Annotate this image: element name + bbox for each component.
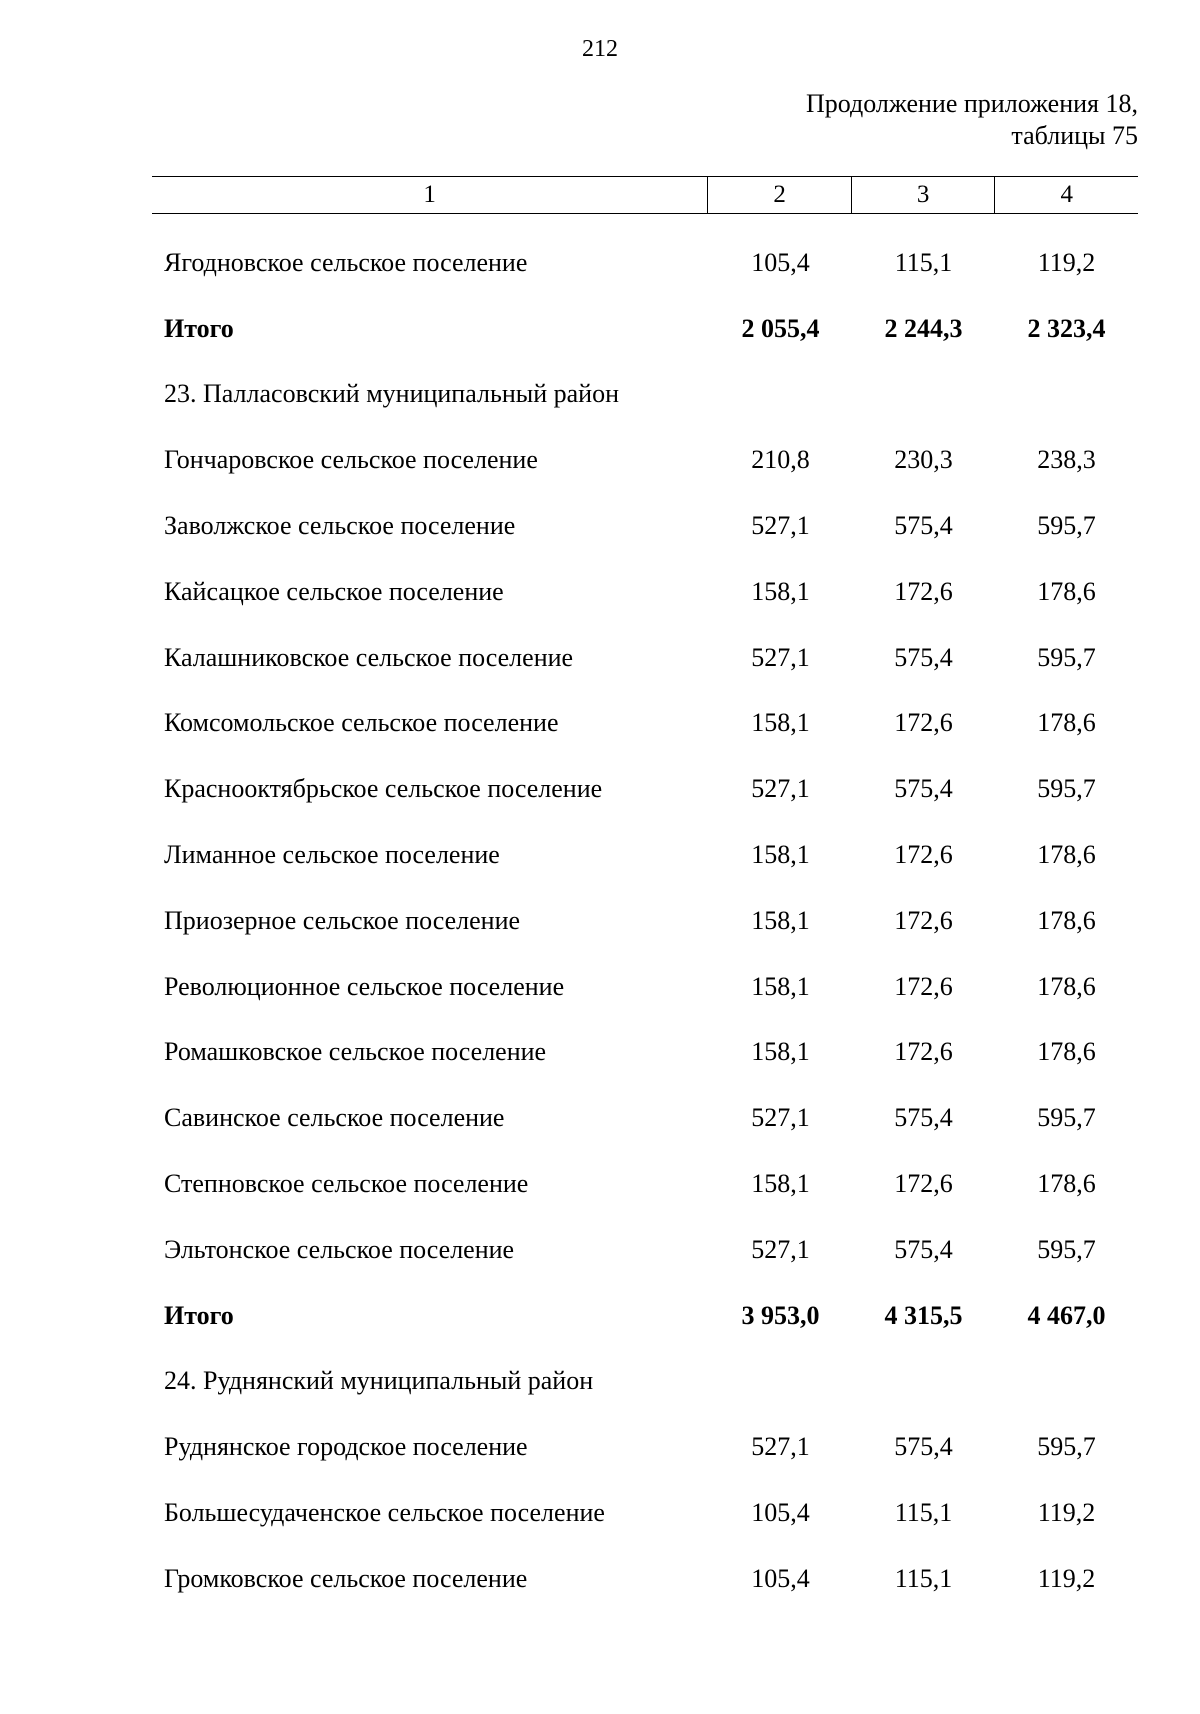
page-number: 212: [582, 36, 618, 62]
row-value-col-3: 172,6: [894, 1169, 953, 1199]
table-row: [152, 493, 1138, 559]
row-name: Итого: [164, 1300, 234, 1330]
row-value-col-2: 158,1: [751, 1037, 810, 1067]
total-row: [152, 1283, 1138, 1349]
row-value-col-3: 172,6: [894, 708, 953, 738]
row-value-col-4: 178,6: [1037, 708, 1096, 738]
header-col-4: 4: [994, 177, 1138, 213]
row-name: Большесудаченское сельское поселение: [164, 1498, 605, 1528]
table-row: [152, 559, 1138, 625]
table-row: [152, 954, 1138, 1020]
row-value-col-2: 2 055,4: [741, 313, 820, 343]
table-row: [152, 1217, 1138, 1283]
row-value-col-3: 115,1: [894, 247, 953, 277]
table-row: [152, 1414, 1138, 1480]
row-value-col-4: 178,6: [1037, 840, 1096, 870]
header-col-2: 2: [707, 177, 851, 213]
row-value-col-4: 595,7: [1037, 511, 1096, 541]
row-name: Гончаровское сельское поселение: [164, 445, 538, 475]
row-value-col-2: 210,8: [751, 445, 810, 475]
table-row: [152, 888, 1138, 954]
table-body: [152, 230, 1138, 1612]
row-value-col-2: 105,4: [751, 1498, 810, 1528]
row-name: Руднянское городское поселение: [164, 1432, 528, 1462]
row-value-col-3: 575,4: [894, 511, 953, 541]
row-value-col-4: 178,6: [1037, 1037, 1096, 1067]
table-header: [152, 176, 1138, 214]
row-value-col-2: 527,1: [751, 1432, 810, 1462]
row-name: Степновское сельское поселение: [164, 1169, 529, 1199]
row-name: Савинское сельское поселение: [164, 1103, 505, 1133]
row-name: 23. Палласовский муниципальный район: [164, 379, 619, 409]
row-name: Кайсацкое сельское поселение: [164, 576, 504, 606]
row-name: Калашниковское сельское поселение: [164, 642, 574, 672]
row-value-col-4: 119,2: [1037, 1498, 1096, 1528]
row-name: Ромашковское сельское поселение: [164, 1037, 547, 1067]
row-value-col-4: 595,7: [1037, 774, 1096, 804]
table-row: [152, 1020, 1138, 1086]
row-value-col-3: 172,6: [894, 576, 953, 606]
row-value-col-4: 4 467,0: [1027, 1300, 1106, 1330]
row-value-col-4: 178,6: [1037, 971, 1096, 1001]
table-row: [152, 1151, 1138, 1217]
row-name: Приозерное сельское поселение: [164, 905, 521, 935]
row-value-col-2: 158,1: [751, 840, 810, 870]
row-value-col-4: 119,2: [1037, 247, 1096, 277]
row-value-col-2: 527,1: [751, 1103, 810, 1133]
row-value-col-2: 3 953,0: [741, 1300, 820, 1330]
row-value-col-3: 115,1: [894, 1563, 953, 1593]
row-name: Революционное сельское поселение: [164, 971, 565, 1001]
row-value-col-2: 158,1: [751, 576, 810, 606]
row-value-col-3: 575,4: [894, 1103, 953, 1133]
total-row: [152, 296, 1138, 362]
row-value-col-2: 527,1: [751, 774, 810, 804]
row-value-col-3: 575,4: [894, 1432, 953, 1462]
row-value-col-3: 172,6: [894, 905, 953, 935]
row-value-col-3: 230,3: [894, 445, 953, 475]
row-value-col-2: 158,1: [751, 708, 810, 738]
row-value-col-3: 172,6: [894, 1037, 953, 1067]
row-name: Громковское сельское поселение: [164, 1563, 528, 1593]
row-value-col-4: 178,6: [1037, 1169, 1096, 1199]
row-value-col-3: 172,6: [894, 971, 953, 1001]
row-value-col-4: 595,7: [1037, 1103, 1096, 1133]
row-value-col-3: 2 244,3: [884, 313, 963, 343]
continuation-note: [806, 88, 1138, 152]
row-name: Заволжское сельское поселение: [164, 511, 516, 541]
row-value-col-4: 595,7: [1037, 1432, 1096, 1462]
row-value-col-3: 115,1: [894, 1498, 953, 1528]
table-row: [152, 1546, 1138, 1612]
row-value-col-2: 158,1: [751, 905, 810, 935]
header-col-3: 3: [851, 177, 995, 213]
section-heading-row: [152, 1349, 1138, 1415]
continuation-line-1: Продолжение приложения 18,: [805, 89, 1138, 118]
row-value-col-2: 105,4: [751, 247, 810, 277]
table-row: [152, 625, 1138, 691]
row-name: Ягодновское сельское поселение: [164, 247, 528, 277]
row-value-col-2: 158,1: [751, 1169, 810, 1199]
row-name: Комсомольское сельское поселение: [164, 708, 559, 738]
table-row: [152, 822, 1138, 888]
row-value-col-3: 172,6: [894, 840, 953, 870]
row-value-col-4: 119,2: [1037, 1563, 1096, 1593]
row-value-col-2: 527,1: [751, 642, 810, 672]
table-row: [152, 230, 1138, 296]
row-name: Эльтонское сельское поселение: [164, 1234, 515, 1264]
row-value-col-4: 178,6: [1037, 905, 1096, 935]
section-heading-row: [152, 362, 1138, 428]
row-value-col-4: 178,6: [1037, 576, 1096, 606]
table-row: [152, 427, 1138, 493]
row-name: Лиманное сельское поселение: [164, 840, 500, 870]
row-value-col-4: 595,7: [1037, 1234, 1096, 1264]
row-value-col-2: 158,1: [751, 971, 810, 1001]
row-value-col-4: 595,7: [1037, 642, 1096, 672]
row-name: Итого: [164, 313, 234, 343]
row-value-col-3: 575,4: [894, 642, 953, 672]
row-value-col-2: 527,1: [751, 1234, 810, 1264]
row-value-col-3: 575,4: [894, 1234, 953, 1264]
table-row: [152, 1480, 1138, 1546]
header-col-1: 1: [423, 181, 436, 208]
table-row: [152, 756, 1138, 822]
row-name: Краснооктябрьское сельское поселение: [164, 774, 603, 804]
row-name: 24. Руднянский муниципальный район: [164, 1366, 594, 1396]
row-value-col-2: 527,1: [751, 511, 810, 541]
row-value-col-4: 2 323,4: [1027, 313, 1106, 343]
table-row: [152, 1085, 1138, 1151]
row-value-col-2: 105,4: [751, 1563, 810, 1593]
table-row: [152, 691, 1138, 757]
row-value-col-3: 4 315,5: [884, 1300, 963, 1330]
continuation-line-2: таблицы 75: [1011, 121, 1138, 150]
row-value-col-4: 238,3: [1037, 445, 1096, 475]
row-value-col-3: 575,4: [894, 774, 953, 804]
